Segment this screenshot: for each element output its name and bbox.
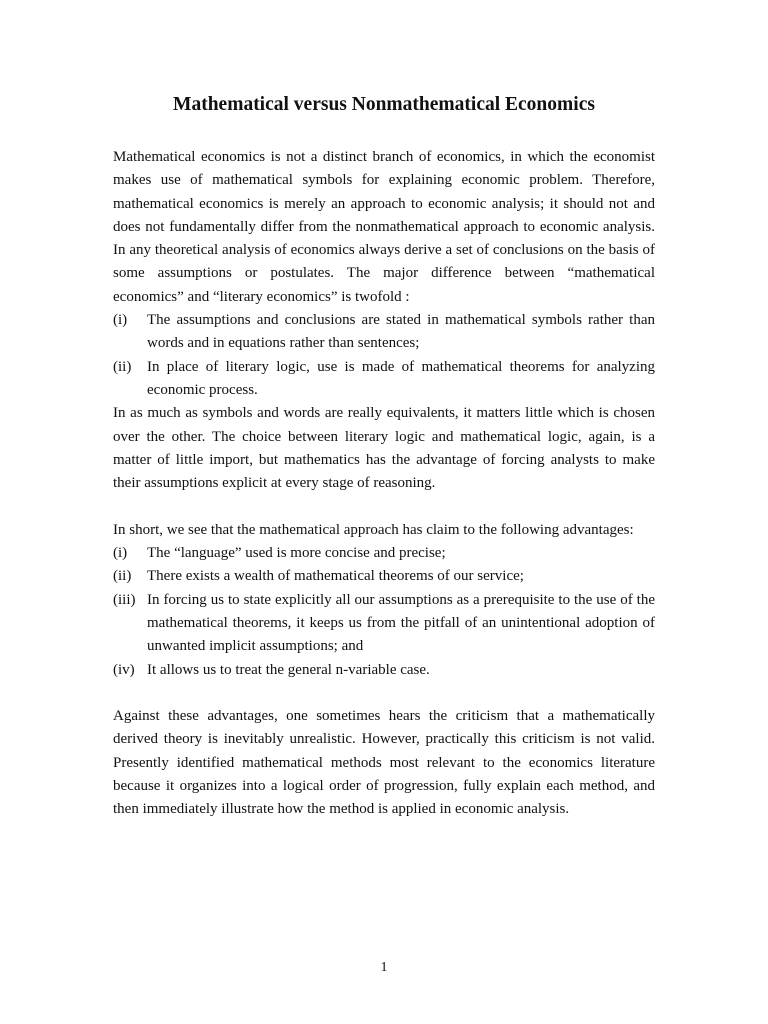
list-marker: (iii) <box>113 591 136 608</box>
list-marker: (ii) <box>113 358 132 375</box>
difference-list <box>113 309 655 402</box>
list-item <box>113 565 655 588</box>
list-marker: (iv) <box>113 661 135 678</box>
advantages-list <box>113 542 655 682</box>
paragraph-spacer <box>113 682 655 705</box>
list-item-text: In place of literary logic, use is made of mathematical theorems for analyzing economic process. <box>147 358 655 398</box>
document-body <box>113 146 655 822</box>
list-marker: (ii) <box>113 568 132 585</box>
list-item-text: In forcing us to state explicitly all our assumptions as a prerequisite to the use of the mathematical theorems, it keeps us from the pitfall of an unintentional adoption of unwanted implicit assumptions; and <box>147 591 655 655</box>
paragraph-criticism: Against these advantages, one sometimes hears the criticism that a mathematically derived theory is inevitably unrealistic. However, practically this criticism is not valid. Presently identified mathematical methods most relevant to the economics literature because it organizes into a logical order of progression, fully explain each method, and then immediately illustrate how the method is applied in economic analysis. <box>113 708 655 818</box>
list-item <box>113 589 655 659</box>
page-number: 1 <box>380 960 388 975</box>
list-marker: (i) <box>113 312 128 329</box>
list-item <box>113 309 655 356</box>
list-item <box>113 542 655 565</box>
paragraph-spacer <box>113 495 655 518</box>
list-item-text: The “language” used is more concise and precise; <box>147 545 446 562</box>
paragraph-intro: Mathematical economics is not a distinct branch of economics, in which the economist makes use of mathematical symbols for explaining economic problem. Therefore, mathematical economics is merely an approach to economic analysis; it should not and does not fundamentally differ from the nonmathematical approach to economic analysis. In any theoretical analysis of economics always derive a set of conclusions on the basis of some assumptions or postulates. The major difference between “mathematical economics” and “literary economics” is twofold : <box>113 149 655 305</box>
paragraph-equivalents: In as much as symbols and words are really equivalents, it matters little which is chosen over the other. The choice between literary logic and mathematical logic, again, is a matter of little import, but mathematics has the advantage of forcing analysts to make their assumptions explicit at every stage of reasoning. <box>113 405 655 492</box>
paragraph-advantages-intro: In short, we see that the mathematical approach has claim to the following advantages: <box>113 521 634 538</box>
list-item-text: There exists a wealth of mathematical theorems of our service; <box>147 568 524 585</box>
list-marker: (i) <box>113 545 128 562</box>
list-item-text: The assumptions and conclusions are stated in mathematical symbols rather than words and in equations rather than sentences; <box>147 312 655 352</box>
list-item <box>113 356 655 403</box>
document-title: Mathematical versus Nonmathematical Economics <box>173 94 595 115</box>
list-item <box>113 659 655 682</box>
list-item-text: It allows us to treat the general n-variable case. <box>147 661 430 678</box>
